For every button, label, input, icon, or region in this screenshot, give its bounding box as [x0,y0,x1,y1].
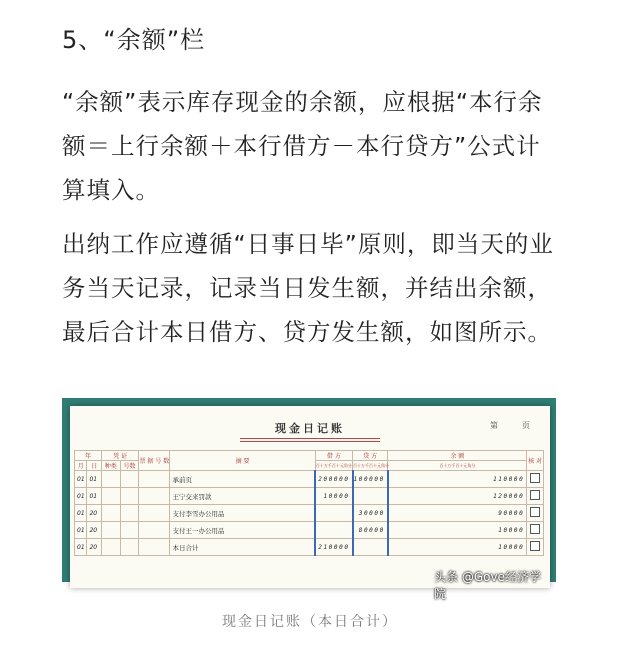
row-day: 01 [87,488,102,505]
image-caption: 现金日记账（本日合计） [222,614,398,630]
ledger-row [75,471,544,488]
ledger-row [75,522,544,539]
row-kind [101,488,120,505]
row-summary: 支付王一办公用品 [170,522,315,539]
row-ticket [139,522,170,539]
header-month: 月 [75,461,87,471]
row-check [527,539,544,556]
row-credit: 100000 [353,471,388,488]
row-kind [101,522,120,539]
row-month: 01 [75,539,87,556]
page-label-suffix: 页 [522,421,530,430]
header-balance: 余 额 [388,451,527,461]
paragraph-balance-definition: “余额”表示库存现金的余额，应根据“本行余额＝上行余额＋本行借方－本行贷方”公式计算填入。 [62,88,543,204]
section-heading: 5、“余额”栏 [62,26,206,54]
row-balance: 10000 [388,522,527,539]
row-credit: 30000 [353,505,388,522]
cash-journal-book [70,406,550,601]
check-box-icon[interactable] [530,507,540,517]
row-balance: 10000 [388,539,527,556]
row-credit [353,539,388,556]
title-underline [240,438,380,439]
row-kind [101,539,120,556]
header-year: 年 [75,451,102,461]
row-debit: 210000 [315,539,352,556]
row-summary: 王宁交来罚款 [170,488,315,505]
row-num [120,539,139,556]
check-box-icon[interactable] [530,541,540,551]
row-debit [315,522,352,539]
row-ticket [139,471,170,488]
row-check [527,471,544,488]
row-summary: 支付李雪办公用品 [170,505,315,522]
header-debit: 借 方 [315,451,352,461]
row-month: 01 [75,471,87,488]
row-check [527,488,544,505]
header-kind: 种类 [101,461,120,471]
header-day: 日 [87,461,102,471]
ledger-table [74,450,544,556]
row-day: 20 [87,539,102,556]
row-credit [353,488,388,505]
header-check: 核 对 [527,451,544,471]
row-num [120,488,139,505]
header-summary: 摘 要 [170,451,315,471]
page-label-prefix: 第 [490,421,498,430]
row-num [120,471,139,488]
header-row-1 [75,451,544,461]
row-balance: 90000 [388,505,527,522]
header-balance-digits: 百十万千百十元角分 [388,461,527,471]
watermark: 头条 @Gove经济学院 [434,570,541,601]
ledger-photo [62,398,556,601]
row-check [527,505,544,522]
ledger-title: 现金日记账 [275,422,345,435]
row-num [120,522,139,539]
check-box-icon[interactable] [530,473,540,483]
row-balance: 120000 [388,488,527,505]
ledger-row [75,539,544,556]
row-month: 01 [75,488,87,505]
ledger-row [75,505,544,522]
title-underline [240,441,380,442]
row-day: 20 [87,522,102,539]
row-debit [315,505,352,522]
check-box-icon[interactable] [530,524,540,534]
check-box-icon[interactable] [530,490,540,500]
row-check [527,522,544,539]
row-credit: 80000 [353,522,388,539]
row-summary: 承前页 [170,471,315,488]
row-day: 20 [87,505,102,522]
row-day: 01 [87,471,102,488]
row-num [120,505,139,522]
header-ticket-no: 票 据 号 数 [139,451,170,471]
row-debit: 200000 [315,471,352,488]
row-month: 01 [75,522,87,539]
header-debit-digits: 百十万千百十元角分 [315,461,352,471]
row-ticket [139,488,170,505]
row-debit: 10000 [315,488,352,505]
row-ticket [139,505,170,522]
ledger-body [75,471,544,556]
row-kind [101,471,120,488]
row-month: 01 [75,505,87,522]
row-balance: 110000 [388,471,527,488]
header-num: 号数 [120,461,139,471]
row-ticket [139,539,170,556]
row-summary: 本日合计 [170,539,315,556]
paragraph-daily-principle: 出纳工作应遵循“日事日毕”原则，即当天的业务当天记录，记录当日发生额，并结出余额，最后合计本日借方、贷方发生额，如图所示。 [62,230,554,346]
ledger-row [75,488,544,505]
header-credit-digits: 百十万千百十元角分 [353,461,388,471]
header-credit: 贷 方 [353,451,388,461]
header-voucher: 凭 证 [101,451,138,461]
row-kind [101,505,120,522]
